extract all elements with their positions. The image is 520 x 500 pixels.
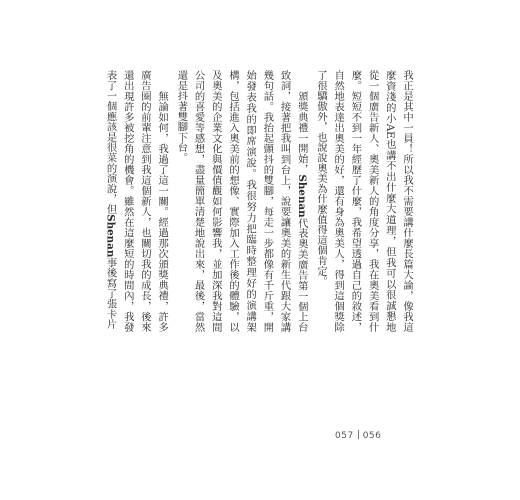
paragraph-3-post: 事後寫了張卡片 — [104, 257, 117, 330]
paragraph-2-name: Shenan — [295, 174, 308, 218]
paragraph-1-text: 我正是其中一員！所以我不需要講什麼長篇大論，像我這麼資淺的小AE也講不出什麼大道理，但我可以很誠懇地從一個廣告新人、奧美新人的角度分享，我在奧美看到什麼。短短不到一年經歷了什麼，我希望透過自己的敘述，自然地表達出奧美的好，還有身為奧美人，得到這個獎除了很驕傲外，也說說奧美為什麼值得這個肯定。 — [314, 70, 413, 332]
page-number-separator — [358, 430, 359, 439]
paragraph-3-pre: 無論如何，我過了這一關。經過那次頒獎典禮，許多廣告圈的前輩注意到我這個新人，也關切我的成長，後來還出現許多被挖角的機會。雖然在這麼短的時間內，我發表了一個應該是很菜的演說，但 — [104, 70, 169, 332]
paragraph-2-pre: 頒獎典禮一開始， — [295, 90, 308, 175]
body-text — [101, 70, 415, 332]
paragraph-3 — [101, 70, 170, 332]
paragraph-2-post: 代表奧美廣告第一個上台致詞，接著把我叫到台上，說要讓奧美的新生代跟大家講幾句話。我抬起顫抖的雙腳，每走一步都像有千斤重，開始發表我的即席演說。我很努力把臨時整理好的演講架構，包括進入奧美前的想像、實際加入工作後的體驗，以及奧美的企業文化與價值觀如何影響我，並加深我對這間公司的喜愛等感想，盡量簡單清楚地說出來，最後，當然還是抖著雙腳下台。 — [175, 70, 308, 332]
paragraph-2 — [172, 70, 310, 332]
paragraph-1 — [312, 70, 415, 332]
paragraph-3-name: Shenan — [104, 214, 117, 258]
page-number-right: 056 — [362, 431, 382, 441]
page-number — [335, 430, 381, 441]
page-number-left: 057 — [335, 431, 354, 441]
